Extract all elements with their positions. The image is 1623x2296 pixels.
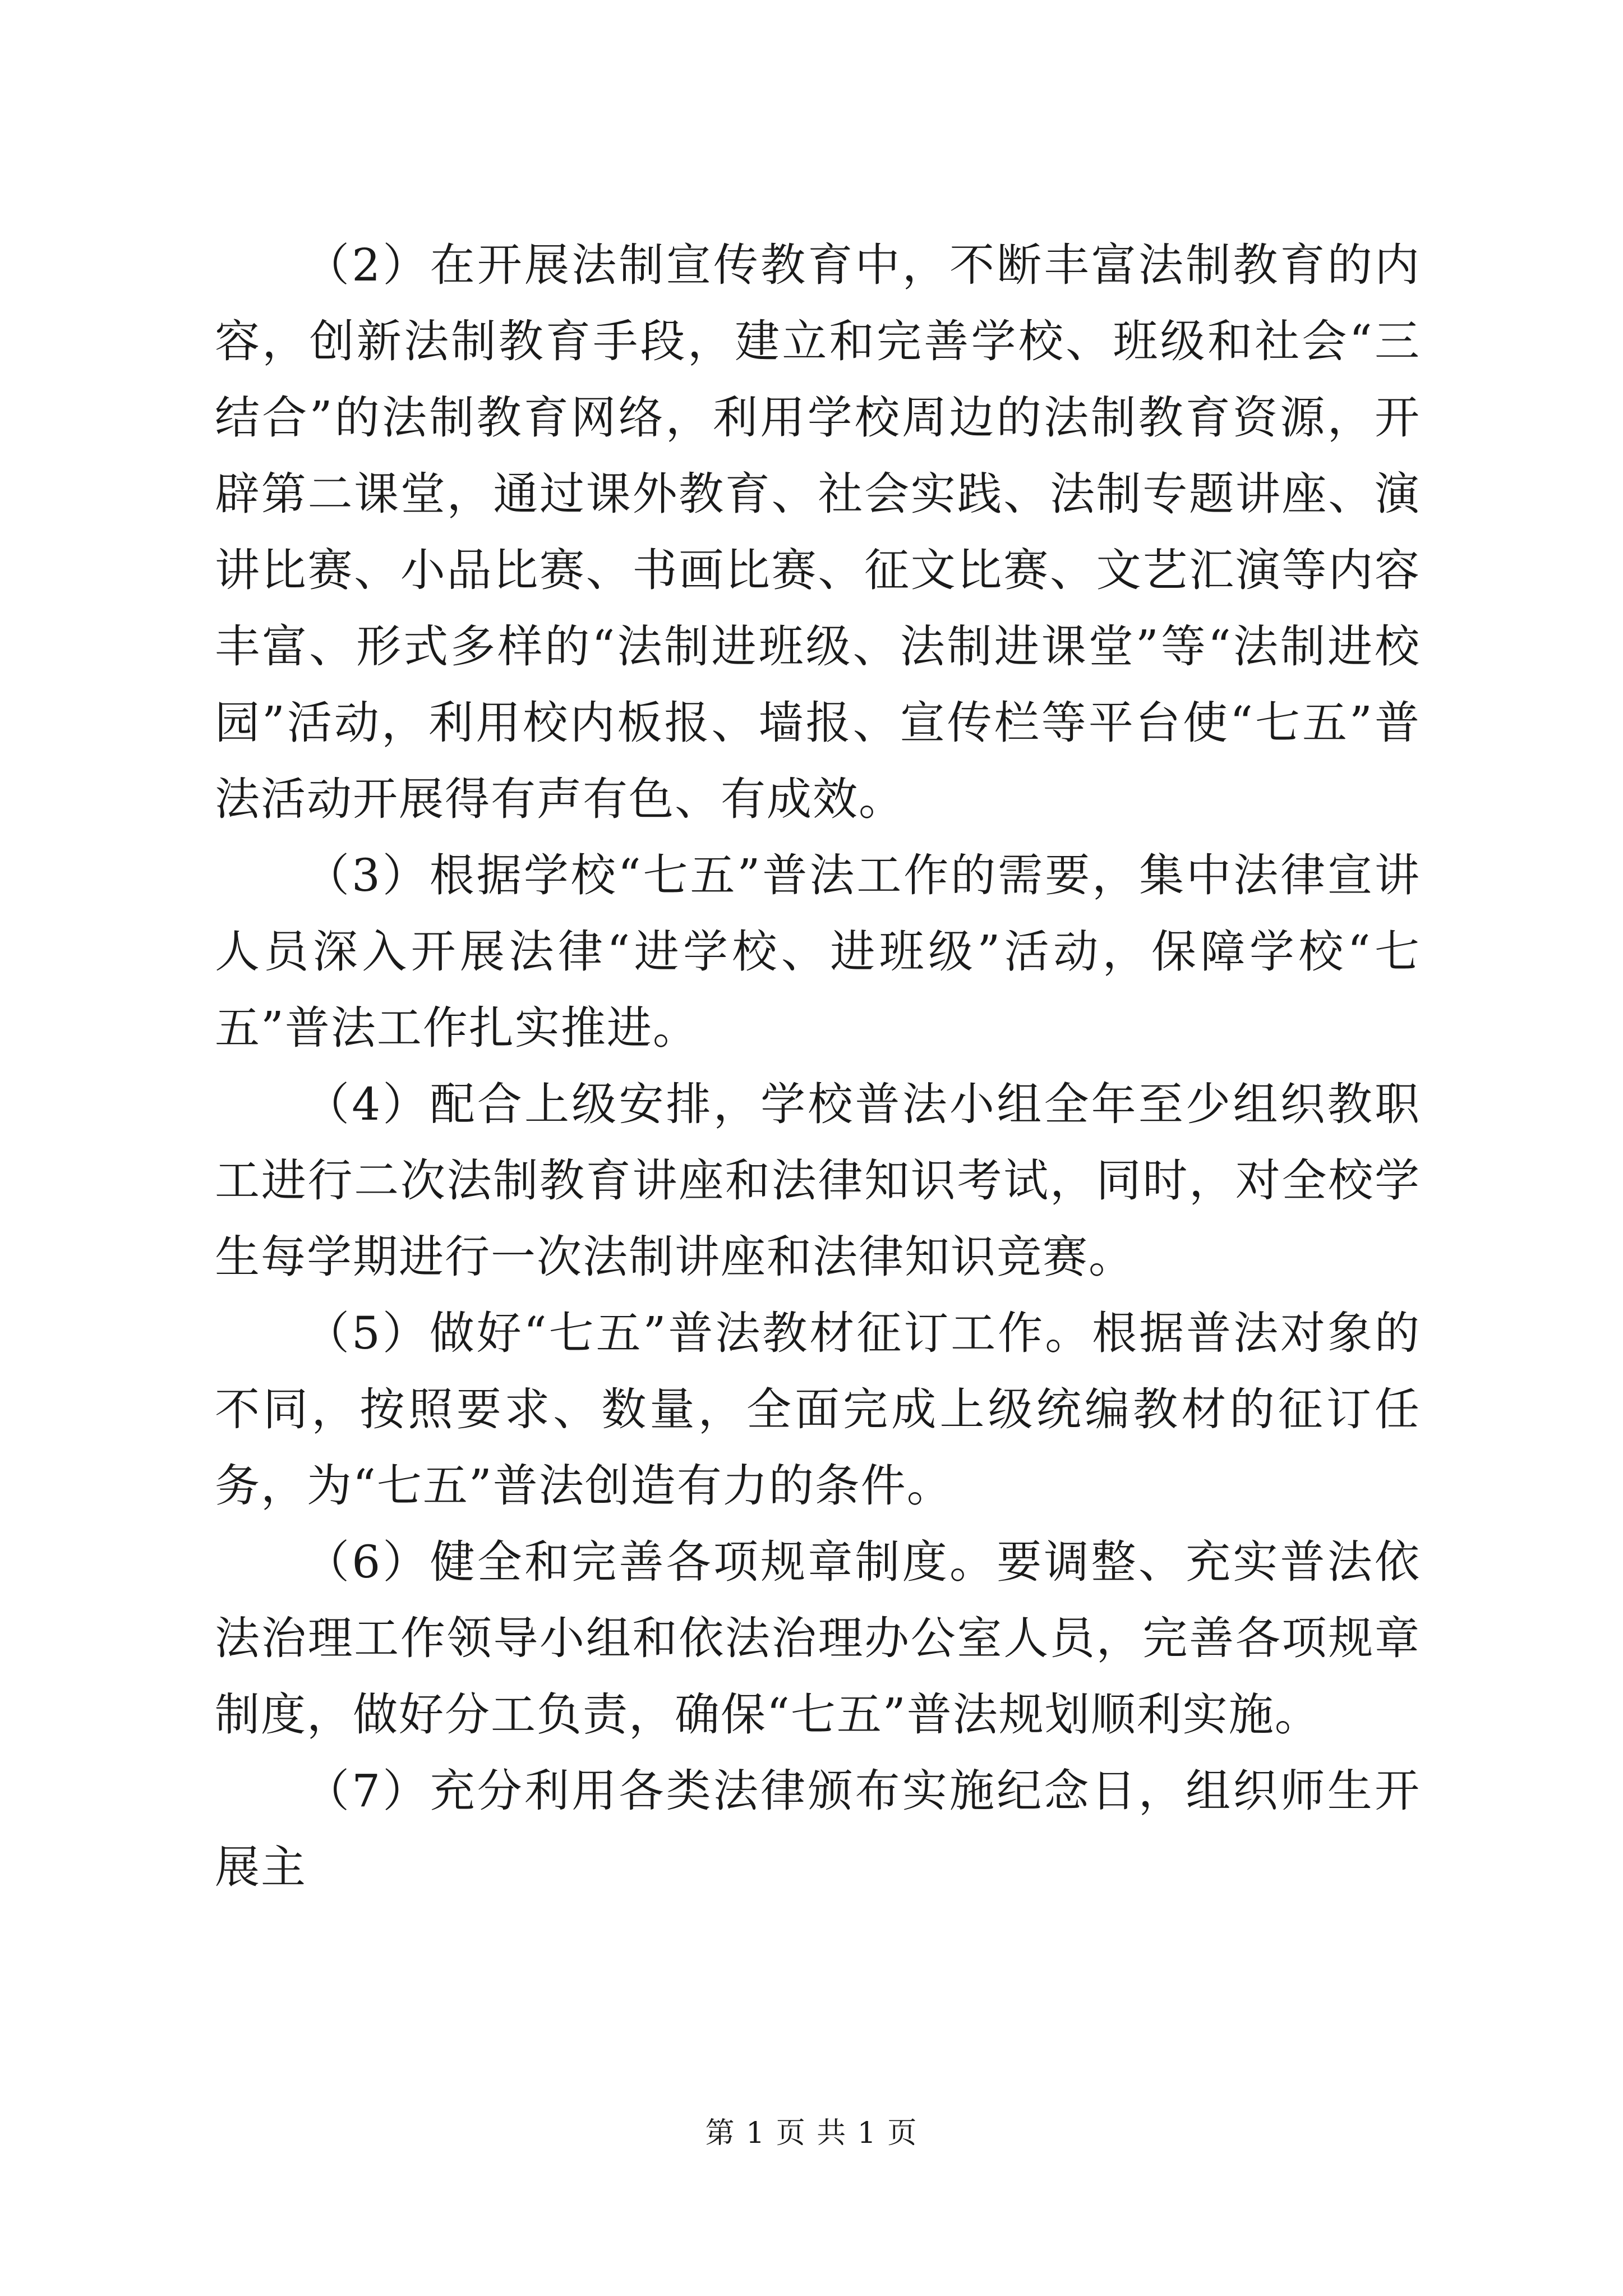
paragraph-4: （4）配合上级安排，学校普法小组全年至少组织教职工进行二次法制教育讲座和法律知识考试，同时，对全校学生每学期进行一次法制讲座和法律知识竞赛。 — [215, 1078, 1421, 1283]
paragraph-5: （5）做好“七五”普法教材征订工作。根据普法对象的不同，按照要求、数量，全面完成上级统编教材的征订任务，为“七五”普法创造有力的条件。 — [215, 1307, 1421, 1512]
paragraph-2: （2）在开展法制宣传教育中，不断丰富法制教育的内容，创新法制教育手段，建立和完善学校、班级和社会“三结合”的法制教育网络，利用学校周边的法制教育资源，开辟第二课堂，通过课外教育、社会实践、法制专题讲座、演讲比赛、小品比赛、书画比赛、征文比赛、文艺汇演等内容丰富、形式多样的“法制进班级、法制进课堂”等“法制进校园”活动，利用校内板报、墙报、宣传栏等平台使“七五”普法活动开展得有声有色、有成效。 — [215, 239, 1421, 825]
document-body — [215, 227, 1421, 1906]
paragraph-6: （6）健全和完善各项规章制度。要调整、充实普法依法治理工作领导小组和依法治理办公室人员，完善各项规章制度，做好分工负责，确保“七五”普法规划顺利实施。 — [215, 1536, 1421, 1741]
page-footer: 第 1 页 共 1 页 — [705, 2116, 918, 2150]
paragraph-7: （7）充分利用各类法律颁布实施纪念日，组织师生开展主 — [215, 1765, 1421, 1893]
paragraph-3: （3）根据学校“七五”普法工作的需要，集中法律宣讲人员深入开展法律“进学校、进班级”活动，保障学校“七五”普法工作扎实推进。 — [215, 849, 1421, 1054]
